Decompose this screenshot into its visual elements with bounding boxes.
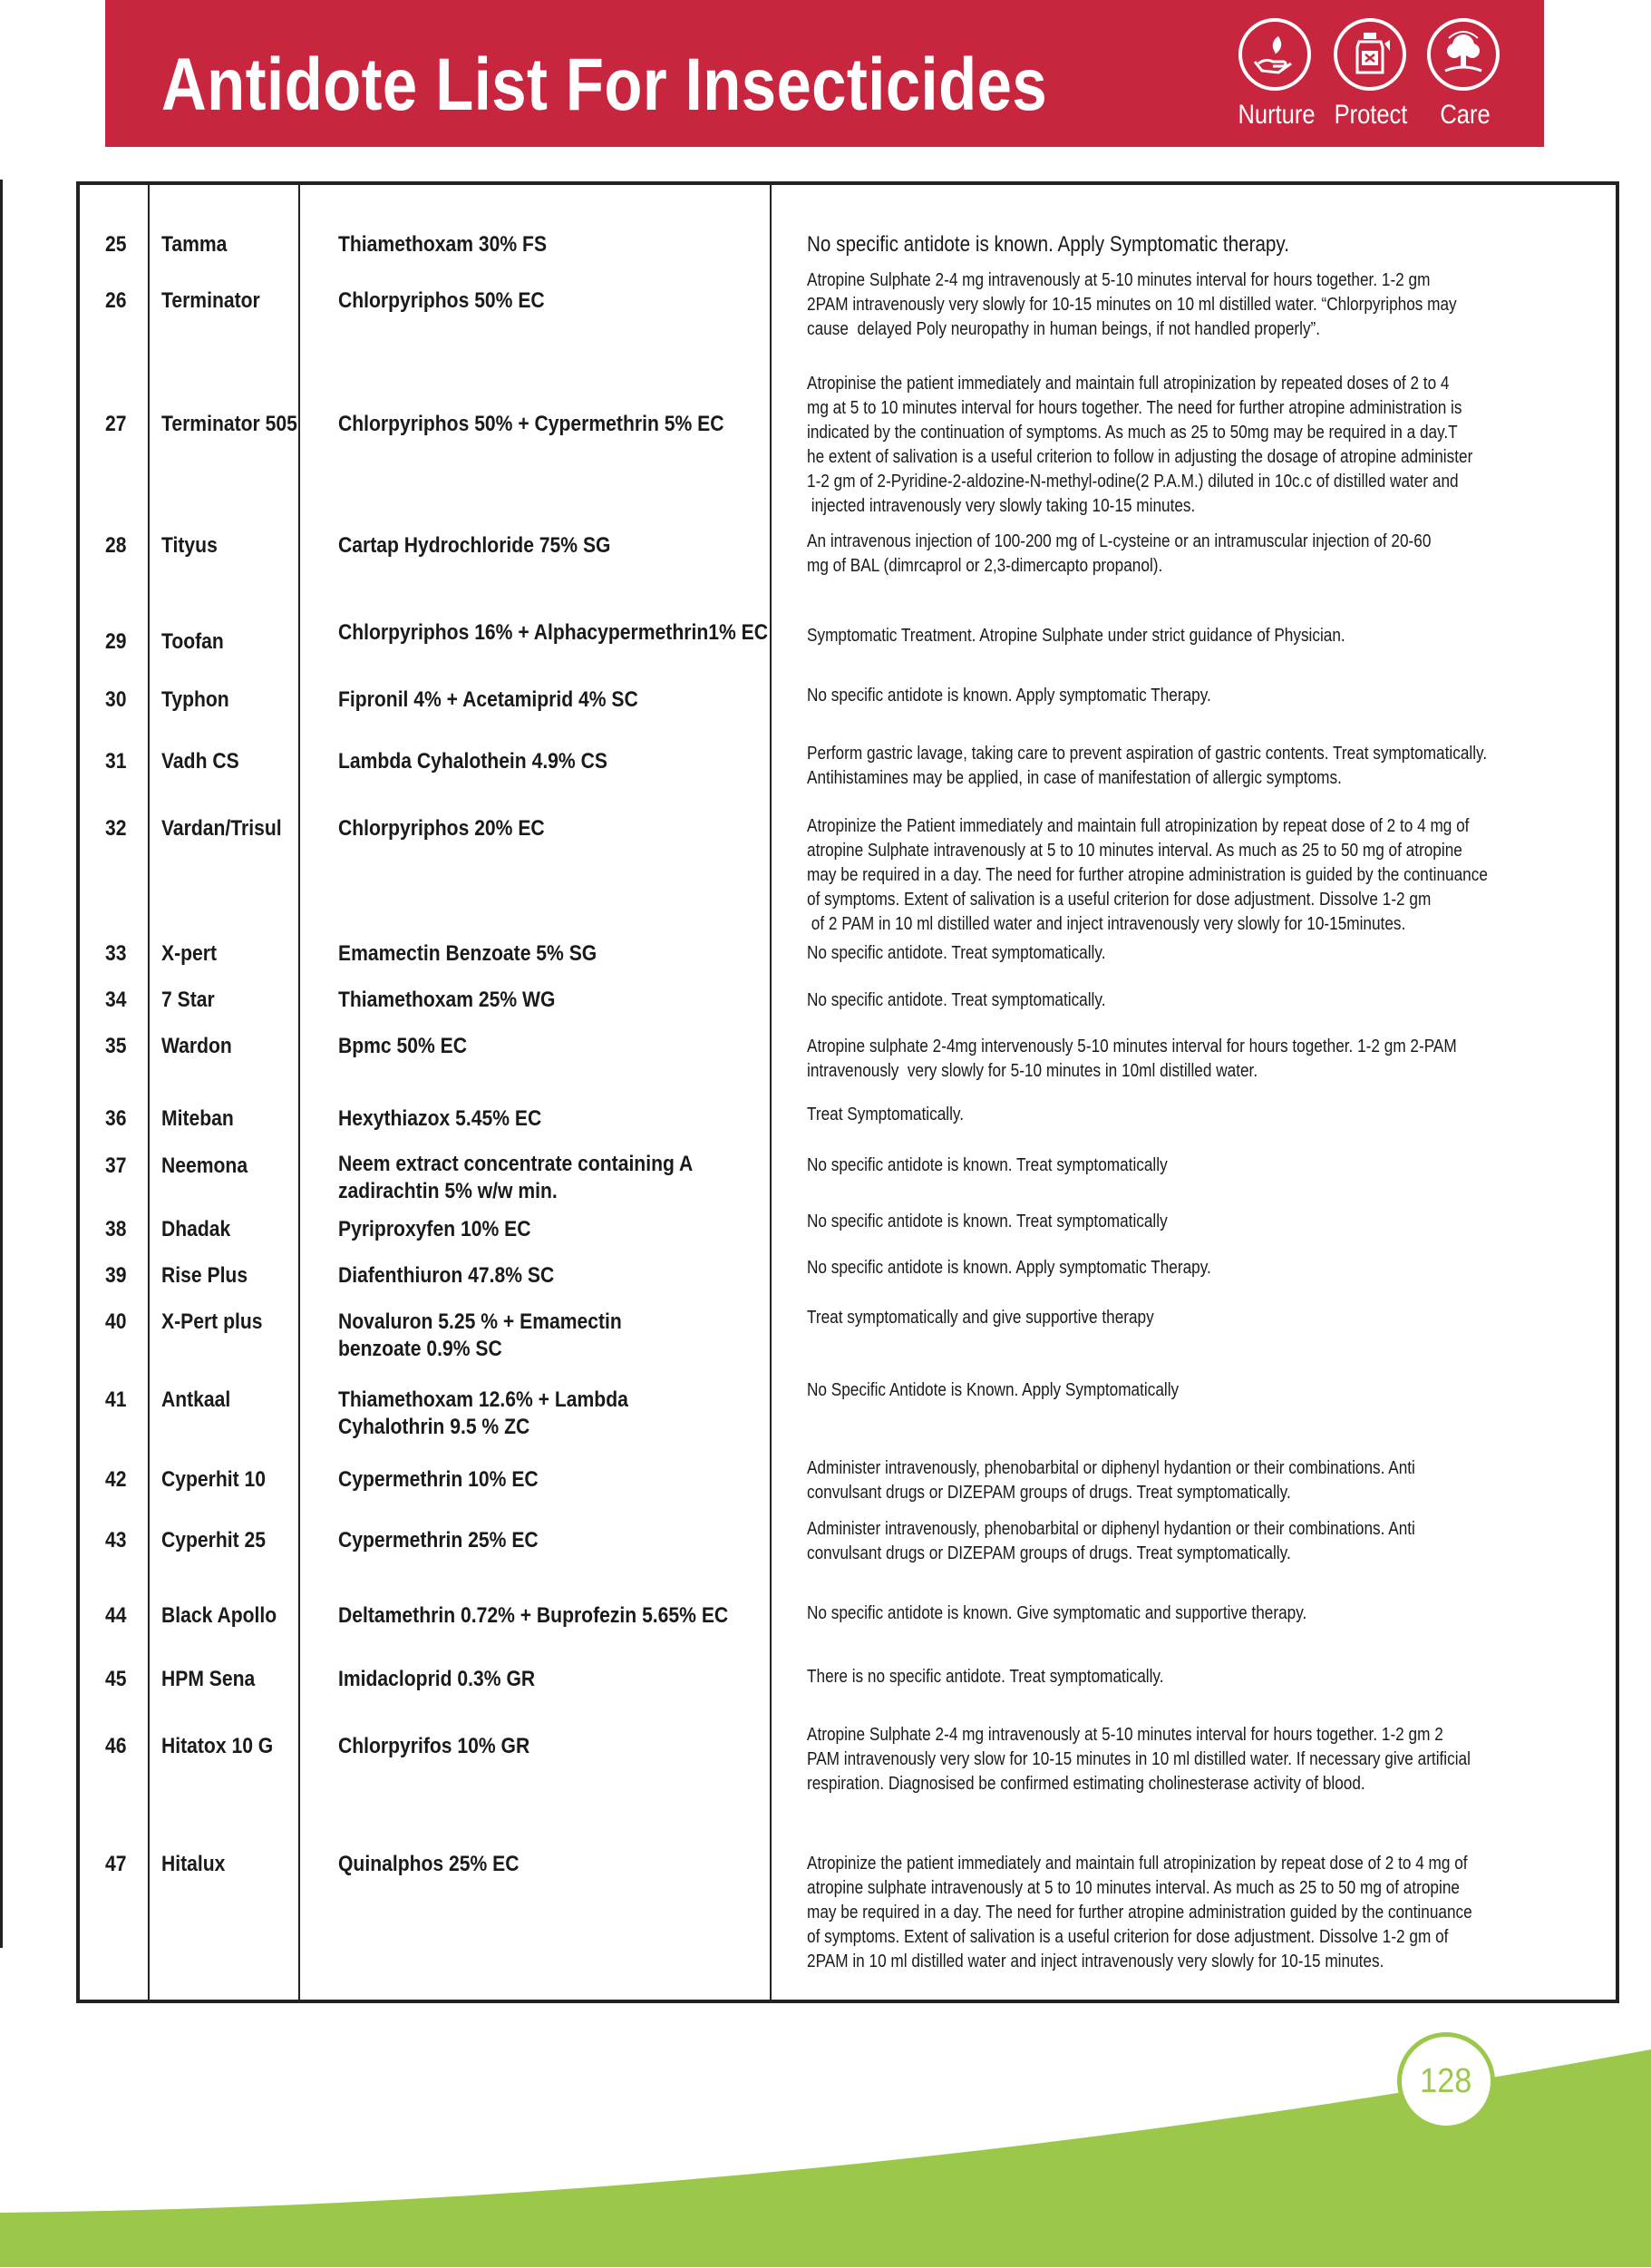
product-brand: Black Apollo (161, 1603, 277, 1628)
product-composition: Chlorpyriphos 20% EC (338, 816, 545, 841)
product-brand: Terminator 505 (161, 412, 297, 436)
antidote-text: may be required in a day. The need for further atropine administration guided by the continuance (807, 1903, 1472, 1922)
product-brand: Miteban (161, 1106, 234, 1131)
nurture-label: Nurture (1238, 100, 1316, 130)
page-number: 128 (1420, 2061, 1472, 2100)
product-brand: Vadh CS (161, 749, 239, 774)
page-title: Antidote List For Insecticides (161, 44, 1048, 126)
row-number: 43 (105, 1528, 127, 1553)
antidote-text: cause delayed Poly neuropathy in human beings, if not handled properly”. (807, 319, 1321, 339)
antidote-text: Atropinize the Patient immediately and maintain full atropinization by repeat dose of 2 to 4 mg of (807, 816, 1470, 836)
row-number: 41 (105, 1387, 127, 1412)
product-composition: Bpmc 50% EC (338, 1034, 468, 1058)
antidote-text: No specific antidote is known. Give symptomatic and supportive therapy. (807, 1603, 1307, 1623)
product-brand: Vardan/Trisul (161, 816, 282, 841)
protect-badge (1334, 18, 1406, 91)
product-composition: Chlorpyriphos 50% + Cypermethrin 5% EC (338, 412, 724, 436)
row-number: 46 (105, 1734, 127, 1758)
product-brand: Cyperhit 10 (161, 1467, 267, 1492)
product-brand: X-pert (161, 941, 218, 966)
nurture-badge (1238, 18, 1311, 91)
row-number: 42 (105, 1467, 127, 1492)
antidote-text: intravenously very slowly for 5-10 minutes in 10ml distilled water. (807, 1061, 1258, 1081)
row-number: 33 (105, 941, 127, 966)
product-composition: Cypermethrin 10% EC (338, 1467, 539, 1492)
product-brand: Dhadak (161, 1217, 231, 1241)
column-divider-1 (148, 181, 150, 2003)
antidote-text: Treat Symptomatically. (807, 1105, 965, 1124)
antidote-text: respiration. Diagnosised be confirmed estimating cholinesterase activity of blood. (807, 1774, 1365, 1794)
row-number: 28 (105, 533, 127, 558)
product-composition: Cartap Hydrochloride 75% SG (338, 533, 611, 558)
product-composition: Novaluron 5.25 % + Emamectin (338, 1309, 622, 1334)
care-label: Care (1440, 100, 1491, 130)
hand-leaf-icon (1242, 22, 1307, 87)
product-composition: Imidacloprid 0.3% GR (338, 1667, 536, 1691)
row-number: 30 (105, 687, 127, 712)
protect-label: Protect (1334, 100, 1408, 130)
antidote-text: No specific antidote is known. Treat symptomatically (807, 1212, 1168, 1231)
row-number: 39 (105, 1263, 127, 1288)
product-composition: Cyhalothrin 9.5 % ZC (338, 1415, 530, 1439)
antidote-text: Administer intravenously, phenobarbital or diphenyl hydantion or their combinations. Anti (807, 1458, 1415, 1478)
antidote-text: No specific antidote is known. Treat symptomatically (807, 1155, 1168, 1175)
product-composition: Chlorpyriphos 50% EC (338, 288, 545, 313)
antidote-text: An intravenous injection of 100-200 mg of L-cysteine or an intramuscular injection of 20-60 (807, 531, 1432, 551)
antidote-text: 1-2 gm of 2-Pyridine-2-aldozine-N-methyl-odine(2 P.A.M.) diluted in 10c.c of distilled water and (807, 472, 1459, 492)
product-composition: Lambda Cyhalothein 4.9% CS (338, 749, 607, 774)
tree-icon (1431, 22, 1496, 87)
product-composition: Deltamethrin 0.72% + Buprofezin 5.65% EC (338, 1603, 729, 1628)
product-brand: Cyperhit 25 (161, 1528, 267, 1553)
product-brand: 7 Star (161, 988, 215, 1012)
antidote-text: Symptomatic Treatment. Atropine Sulphate under strict guidance of Physician. (807, 626, 1345, 646)
care-badge (1427, 18, 1500, 91)
left-margin-rule (0, 180, 3, 1948)
page-number-badge (1397, 2032, 1495, 2130)
antidote-text: Perform gastric lavage, taking care to prevent aspiration of gastric contents. Treat symptomatically. (807, 744, 1488, 764)
product-brand: Wardon (161, 1034, 232, 1058)
antidote-text: No specific antidote is known. Apply symptomatic Therapy. (807, 1258, 1211, 1278)
antidote-text: Antihistamines may be applied, in case of manifestation of allergic symptoms. (807, 768, 1342, 788)
antidote-text: Atropine Sulphate 2-4 mg intravenously at 5-10 minutes interval for hours together. 1-2 gm (807, 270, 1431, 290)
row-number: 44 (105, 1603, 127, 1628)
column-divider-3 (770, 181, 772, 2003)
header-banner (105, 0, 1544, 147)
antidote-text: 2PAM intravenously very slowly for 10-15 minutes on 10 ml distilled water. “Chlorpyriphos may (807, 295, 1457, 315)
product-composition: Thiamethoxam 12.6% + Lambda (338, 1387, 628, 1412)
antidote-text: No Specific Antidote is Known. Apply Symptomatically (807, 1380, 1180, 1400)
product-brand: Typhon (161, 687, 229, 712)
row-number: 26 (105, 288, 127, 313)
product-composition: zadirachtin 5% w/w min. (338, 1179, 558, 1203)
antidote-text: mg at 5 to 10 minutes interval for hours together. The need for further atropine administration is (807, 398, 1462, 418)
product-brand: Hitalux (161, 1852, 226, 1876)
product-composition: Thiamethoxam 25% WG (338, 988, 556, 1012)
product-brand: Tamma (161, 232, 228, 257)
row-number: 32 (105, 816, 127, 841)
antidote-text: atropine sulphate intravenously at 5 to 10 minutes interval. As much as 25 to 50 mg of atropine (807, 1878, 1460, 1898)
antidote-text: Treat symptomatically and give supportive therapy (807, 1308, 1154, 1328)
antidote-text: 2PAM in 10 ml distilled water and inject intravenously very slowly for 10-15 minutes. (807, 1952, 1384, 1971)
antidote-text: mg of BAL (dimrcaprol or 2,3-dimercapto propanol). (807, 556, 1163, 576)
product-brand: Rise Plus (161, 1263, 248, 1288)
product-composition: Quinalphos 25% EC (338, 1852, 520, 1876)
antidote-text: Administer intravenously, phenobarbital or diphenyl hydantion or their combinations. Anti (807, 1519, 1415, 1539)
row-number: 25 (105, 232, 127, 257)
antidote-text: No specific antidote is known. Apply Symptomatic therapy. (807, 232, 1289, 257)
antidote-text: convulsant drugs or DIZEPAM groups of drugs. Treat symptomatically. (807, 1543, 1291, 1563)
product-composition: Thiamethoxam 30% FS (338, 232, 548, 257)
product-composition: Pyriproxyfen 10% EC (338, 1217, 531, 1241)
row-number: 45 (105, 1667, 127, 1691)
product-brand: Tityus (161, 533, 218, 558)
antidote-text: No specific antidote. Treat symptomatically. (807, 990, 1106, 1010)
antidote-text: of symptoms. Extent of salivation is a useful criterion for dose adjustment. Dissolve 1-2 gm of (807, 1927, 1449, 1947)
antidote-text: Atropine Sulphate 2-4 mg intravenously at 5-10 minutes interval for hours together. 1-2 gm 2 (807, 1725, 1443, 1745)
antidote-text: No specific antidote is known. Apply symptomatic Therapy. (807, 686, 1211, 706)
antidote-text: may be required in a day. The need for further atropine administration is guided by the continuance (807, 865, 1488, 885)
antidote-text: Atropinise the patient immediately and maintain full atropinization by repeated doses of 2 to 4 (807, 374, 1450, 394)
antidote-text: convulsant drugs or DIZEPAM groups of drugs. Treat symptomatically. (807, 1483, 1291, 1503)
product-brand: Hitatox 10 G (161, 1734, 274, 1758)
product-composition: Hexythiazox 5.45% EC (338, 1106, 542, 1131)
row-number: 47 (105, 1852, 127, 1876)
product-brand: HPM Sena (161, 1667, 256, 1691)
antidote-text: of symptoms. Extent of salivation is a useful criterion for dose adjustment. Dissolve 1-2 gm (807, 890, 1432, 910)
row-number: 34 (105, 988, 127, 1012)
product-composition: Cypermethrin 25% EC (338, 1528, 539, 1553)
antidote-text: Atropine sulphate 2-4mg intervenously 5-10 minutes interval for hours together. 1-2 gm 2-PAM (807, 1037, 1457, 1056)
row-number: 40 (105, 1309, 127, 1334)
product-composition: Chlorpyrifos 10% GR (338, 1734, 530, 1758)
product-composition: Diafenthiuron 47.8% SC (338, 1263, 555, 1288)
product-composition: Fipronil 4% + Acetamiprid 4% SC (338, 687, 638, 712)
antidote-text: of 2 PAM in 10 ml distilled water and inject intravenously very slowly for 10-15minutes. (807, 914, 1406, 934)
antidote-text: injected intravenously very slowly taking 10-15 minutes. (807, 496, 1196, 516)
column-divider-2 (298, 181, 300, 2003)
row-number: 35 (105, 1034, 127, 1058)
antidote-text: No specific antidote. Treat symptomatically. (807, 943, 1106, 963)
product-brand: Antkaal (161, 1387, 231, 1412)
product-composition: benzoate 0.9% SC (338, 1337, 502, 1361)
antidote-text: atropine Sulphate intravenously at 5 to 10 minutes interval. As much as 25 to 50 mg of atropine (807, 841, 1462, 861)
product-brand: X-Pert plus (161, 1309, 263, 1334)
antidote-text: he extent of salivation is a useful criterion to follow in adjusting the dosage of atropine administer (807, 447, 1473, 467)
antidote-text: Atropinize the patient immediately and maintain full atropinization by repeat dose of 2 to 4 mg of (807, 1854, 1468, 1874)
row-number: 29 (105, 629, 127, 654)
antidote-text: PAM intravenously very slow for 10-15 minutes in 10 ml distilled water. If necessary give artificial (807, 1749, 1471, 1769)
antidote-text: indicated by the continuation of symptoms. As much as 25 to 50mg may be required in a day.T (807, 423, 1458, 443)
row-number: 38 (105, 1217, 127, 1241)
product-brand: Terminator (161, 288, 260, 313)
row-number: 27 (105, 412, 127, 436)
product-composition: Chlorpyriphos 16% + Alphacypermethrin1% EC (338, 620, 768, 645)
product-brand: Neemona (161, 1153, 248, 1178)
product-composition: Emamectin Benzoate 5% SG (338, 941, 597, 966)
row-number: 37 (105, 1153, 127, 1178)
product-brand: Toofan (161, 629, 224, 654)
row-number: 31 (105, 749, 127, 774)
product-composition: Neem extract concentrate containing A (338, 1152, 694, 1176)
bottle-icon (1337, 22, 1403, 87)
row-number: 36 (105, 1106, 127, 1131)
antidote-text: There is no specific antidote. Treat symptomatically. (807, 1667, 1164, 1687)
